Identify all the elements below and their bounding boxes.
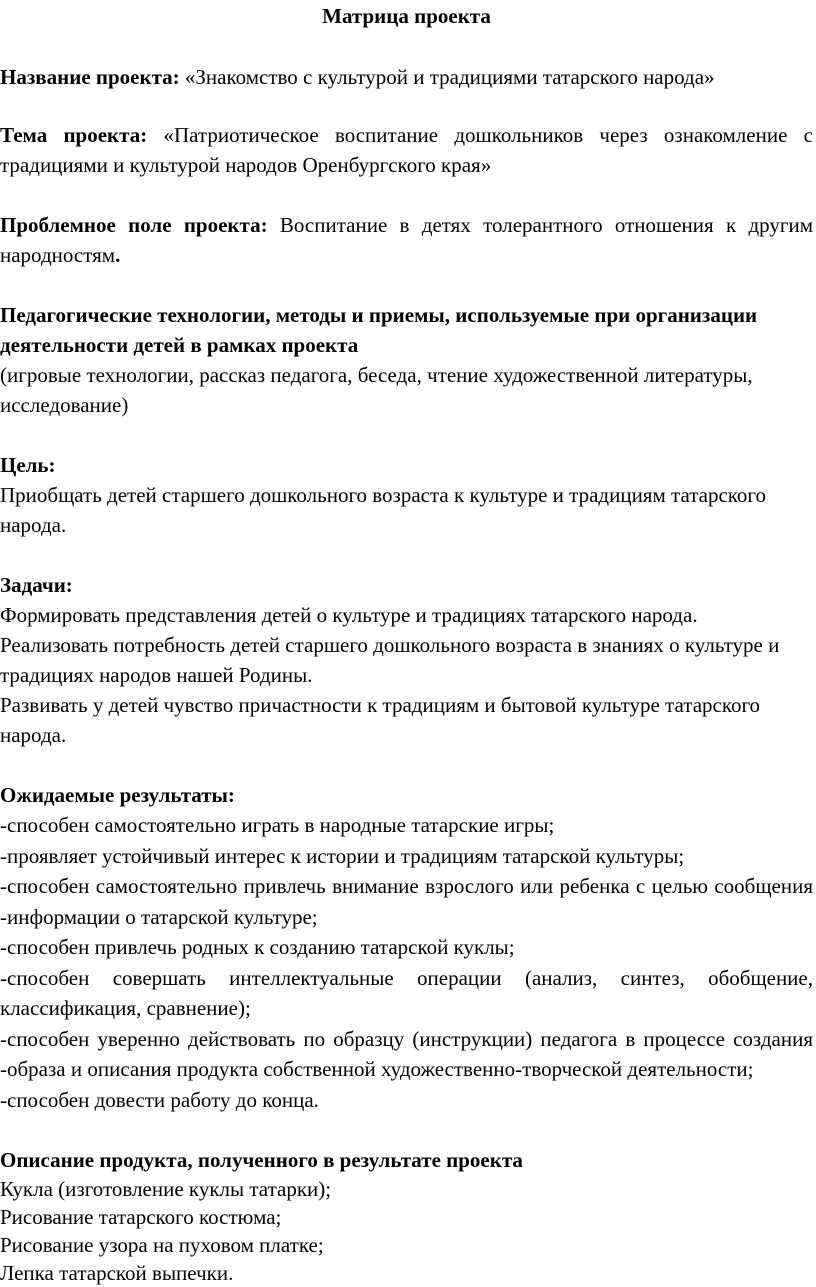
task-item: Реализовать потребность детей старшего дошкольного возраста в знаниях о культуре и традициях народов нашей Родины.: [0, 633, 780, 687]
goal-text: Приобщать детей старшего дошкольного возраста к культуре и традициям татарского народа.: [0, 483, 767, 537]
goal-section: [0, 450, 813, 540]
project-name-value: «Знакомство с культурой и традициями татарского народа»: [179, 65, 715, 89]
result-item: -проявляет устойчивый интерес к истории и традициям татарской культуры;: [0, 843, 685, 868]
problem-field-paragraph: [0, 210, 813, 270]
task-item: Развивать у детей чувство причастности к традициям и бытовой культуре татарского народа.: [0, 693, 761, 747]
tasks-section: [0, 570, 813, 750]
result-item: -способен самостоятельно привлечь внимание взрослого или ребенка с целью сообщения -информации о татарской культуре;: [0, 874, 813, 929]
technologies-text: (игровые технологии, рассказ педагога, беседа, чтение художественной литературы, исследование): [0, 363, 753, 417]
technologies-heading: Педагогические технологии, методы и приемы, используемые при организации деятельности детей в рамках проекта: [0, 303, 758, 357]
project-theme-value: «Патриотическое воспитание дошкольников через ознакомление с традициями и культурой народов Оренбургского края»: [0, 123, 813, 177]
problem-field-end-mark: .: [115, 243, 121, 267]
tasks-heading: Задачи:: [0, 573, 73, 597]
result-item: -способен довести работу до конца.: [0, 1087, 319, 1112]
goal-heading: Цель:: [0, 453, 56, 477]
product-item: Рисование татарского костюма;: [0, 1205, 282, 1229]
expected-results-heading: Ожидаемые результаты:: [0, 783, 235, 807]
project-theme-paragraph: [0, 120, 813, 180]
technologies-section: [0, 300, 813, 420]
project-theme-label: Тема проекта:: [0, 123, 148, 147]
product-item: Рисование узора на пуховом платке;: [0, 1233, 324, 1257]
expected-results-section: [0, 780, 813, 1115]
result-item: -способен самостоятельно играть в народные татарские игры;: [0, 813, 555, 837]
result-item: -способен привлечь родных к созданию татарской куклы;: [0, 935, 515, 959]
product-heading: Описание продукта, полученного в результате проекта: [0, 1148, 523, 1172]
product-item: Кукла (изготовление куклы татарки);: [0, 1177, 332, 1201]
document-title: Матрица проекта: [322, 4, 491, 28]
project-name-paragraph: [0, 62, 813, 92]
project-name-label: Название проекта:: [0, 65, 180, 89]
task-item: Формировать представления детей о культуре и традициях татарского народа.: [0, 603, 698, 627]
result-item: -способен совершать интеллектуальные операции (анализ, синтез, обобщение, классификация, сравнение);: [0, 965, 813, 1020]
product-section: [0, 1145, 813, 1287]
problem-field-label: Проблемное поле проекта:: [0, 213, 268, 237]
problem-field-value: Воспитание в детях толерантного отношения к другим народностям: [0, 213, 813, 267]
result-item: -способен уверенно действовать по образцу (инструкции) педагога в процессе создания -образа и описания продукта собственной художественно-творческой деятельности;: [0, 1026, 813, 1081]
product-item: Лепка татарской выпечки.: [0, 1261, 234, 1285]
